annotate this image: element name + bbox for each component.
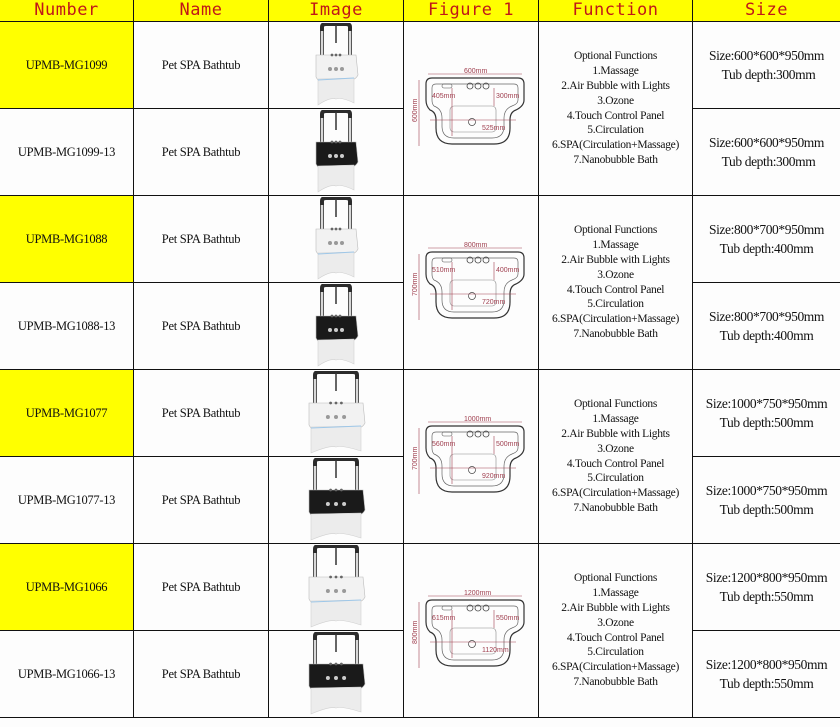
product-image-cell (269, 631, 404, 718)
svg-text:525mm: 525mm (482, 124, 506, 132)
svg-text:920mm: 920mm (482, 472, 506, 480)
function-item: 5.Circulation (587, 646, 644, 659)
function-item: 4.Touch Control Panel (566, 109, 665, 122)
product-image-cell (269, 22, 404, 109)
product-name: Pet SPA Bathtub (134, 109, 269, 196)
bathtub-dimension-diagram (412, 414, 530, 500)
dimension-figure-cell (404, 544, 539, 718)
product-name: Pet SPA Bathtub (134, 457, 269, 544)
product-image-cell (269, 109, 404, 196)
product-photo-black-pet-spa-bathtub (296, 458, 376, 542)
functions-cell (539, 370, 693, 544)
svg-text:1000mm: 1000mm (464, 415, 492, 423)
product-photo-white-pet-spa-bathtub (296, 197, 376, 281)
model-number: UPMB-MG1088-13 (0, 283, 134, 370)
svg-text:510mm: 510mm (432, 266, 456, 274)
product-photo-white-pet-spa-bathtub (296, 545, 376, 629)
function-item: 2.Air Bubble with Lights (561, 253, 670, 266)
function-item: 2.Air Bubble with Lights (561, 427, 670, 440)
svg-text:405mm: 405mm (432, 92, 456, 100)
tub-depth: Tub depth:550mm (719, 589, 814, 604)
svg-text:550mm: 550mm (496, 614, 520, 622)
model-number: UPMB-MG1077-13 (0, 457, 134, 544)
function-item: 3.Ozone (597, 616, 634, 629)
function-item: 6.SPA(Circulation+Massage) (552, 661, 679, 674)
function-item: 1.Massage (592, 65, 639, 78)
model-number: UPMB-MG1099-13 (0, 109, 134, 196)
dimension-figure-cell (404, 22, 539, 196)
model-number: UPMB-MG1066-13 (0, 631, 134, 718)
svg-text:1200mm: 1200mm (464, 589, 492, 597)
bathtub-dimension-diagram (412, 66, 530, 152)
svg-text:700mm: 700mm (412, 272, 419, 296)
function-item: 2.Air Bubble with Lights (561, 601, 670, 614)
product-name: Pet SPA Bathtub (134, 196, 269, 283)
model-number: UPMB-MG1077 (0, 370, 134, 457)
model-number: UPMB-MG1099 (0, 22, 134, 109)
header-figure: Figure 1 (404, 0, 539, 22)
table-row (0, 370, 840, 457)
product-image-cell (269, 457, 404, 544)
functions-title: Optional Functions (573, 50, 658, 63)
overall-size: Size:800*700*950mm (708, 309, 825, 324)
tub-depth: Tub depth:500mm (719, 415, 814, 430)
overall-size: Size:1200*800*950mm (705, 570, 828, 585)
function-item: 7.Nanobubble Bath (573, 153, 658, 166)
product-photo-black-pet-spa-bathtub (296, 284, 376, 368)
tub-depth: Tub depth:400mm (719, 328, 814, 343)
dimension-figure-cell (404, 370, 539, 544)
overall-size: Size:800*700*950mm (708, 222, 825, 237)
size-cell (693, 544, 840, 631)
header-number: Number (0, 0, 134, 22)
svg-text:600mm: 600mm (464, 67, 488, 75)
tub-depth: Tub depth:400mm (719, 241, 814, 256)
svg-text:600mm: 600mm (412, 98, 419, 122)
functions-title: Optional Functions (573, 398, 658, 411)
function-item: 2.Air Bubble with Lights (561, 79, 670, 92)
svg-text:615mm: 615mm (432, 614, 456, 622)
table-row (0, 22, 840, 109)
bathtub-dimension-diagram (412, 240, 530, 326)
product-name: Pet SPA Bathtub (134, 631, 269, 718)
size-cell (693, 283, 840, 370)
tub-depth: Tub depth:300mm (721, 154, 816, 169)
function-item: 5.Circulation (587, 298, 644, 311)
overall-size: Size:1000*750*950mm (705, 396, 828, 411)
svg-text:560mm: 560mm (432, 440, 456, 448)
model-number: UPMB-MG1066 (0, 544, 134, 631)
svg-text:800mm: 800mm (412, 620, 419, 644)
product-image-cell (269, 370, 404, 457)
header-name: Name (134, 0, 269, 22)
svg-text:700mm: 700mm (412, 446, 419, 470)
function-item: 3.Ozone (597, 442, 634, 455)
functions-title: Optional Functions (573, 224, 658, 237)
functions-title: Optional Functions (573, 572, 658, 585)
svg-text:400mm: 400mm (496, 266, 520, 274)
functions-cell (539, 196, 693, 370)
product-name: Pet SPA Bathtub (134, 22, 269, 109)
size-cell (693, 631, 840, 718)
function-item: 5.Circulation (587, 472, 644, 485)
svg-text:500mm: 500mm (496, 440, 520, 448)
function-item: 7.Nanobubble Bath (573, 675, 658, 688)
svg-text:300mm: 300mm (496, 92, 520, 100)
function-item: 3.Ozone (597, 94, 634, 107)
size-cell (693, 196, 840, 283)
header-function: Function (539, 0, 693, 22)
overall-size: Size:600*600*950mm (708, 135, 825, 150)
product-name: Pet SPA Bathtub (134, 283, 269, 370)
overall-size: Size:1200*800*950mm (705, 657, 828, 672)
header-size: Size (693, 0, 840, 22)
product-photo-black-pet-spa-bathtub (296, 632, 376, 716)
overall-size: Size:600*600*950mm (708, 48, 825, 63)
overall-size: Size:1000*750*950mm (705, 483, 828, 498)
size-cell (693, 370, 840, 457)
function-item: 6.SPA(Circulation+Massage) (552, 139, 679, 152)
tub-depth: Tub depth:500mm (719, 502, 814, 517)
function-item: 1.Massage (592, 239, 639, 252)
function-item: 6.SPA(Circulation+Massage) (552, 313, 679, 326)
product-photo-white-pet-spa-bathtub (296, 371, 376, 455)
function-item: 3.Ozone (597, 268, 634, 281)
svg-text:800mm: 800mm (464, 241, 488, 249)
functions-cell (539, 22, 693, 196)
function-item: 7.Nanobubble Bath (573, 327, 658, 340)
function-item: 4.Touch Control Panel (566, 283, 665, 296)
header-image: Image (269, 0, 404, 22)
product-image-cell (269, 196, 404, 283)
bathtub-dimension-diagram (412, 588, 530, 674)
product-image-cell (269, 283, 404, 370)
table-row (0, 196, 840, 283)
model-number: UPMB-MG1088 (0, 196, 134, 283)
svg-text:1120mm: 1120mm (482, 646, 509, 654)
size-cell (693, 109, 840, 196)
product-image-cell (269, 544, 404, 631)
header-row (0, 0, 840, 22)
product-photo-white-pet-spa-bathtub (296, 23, 376, 107)
size-cell (693, 457, 840, 544)
svg-text:720mm: 720mm (482, 298, 506, 306)
function-item: 1.Massage (592, 413, 639, 426)
tub-depth: Tub depth:300mm (721, 67, 816, 82)
table-row (0, 544, 840, 631)
dimension-figure-cell (404, 196, 539, 370)
function-item: 6.SPA(Circulation+Massage) (552, 487, 679, 500)
function-item: 7.Nanobubble Bath (573, 501, 658, 514)
product-photo-black-pet-spa-bathtub (296, 110, 376, 194)
size-cell (693, 22, 840, 109)
function-item: 4.Touch Control Panel (566, 631, 665, 644)
function-item: 5.Circulation (587, 124, 644, 137)
functions-cell (539, 544, 693, 718)
function-item: 4.Touch Control Panel (566, 457, 665, 470)
function-item: 1.Massage (592, 587, 639, 600)
tub-depth: Tub depth:550mm (719, 676, 814, 691)
product-name: Pet SPA Bathtub (134, 544, 269, 631)
product-name: Pet SPA Bathtub (134, 370, 269, 457)
